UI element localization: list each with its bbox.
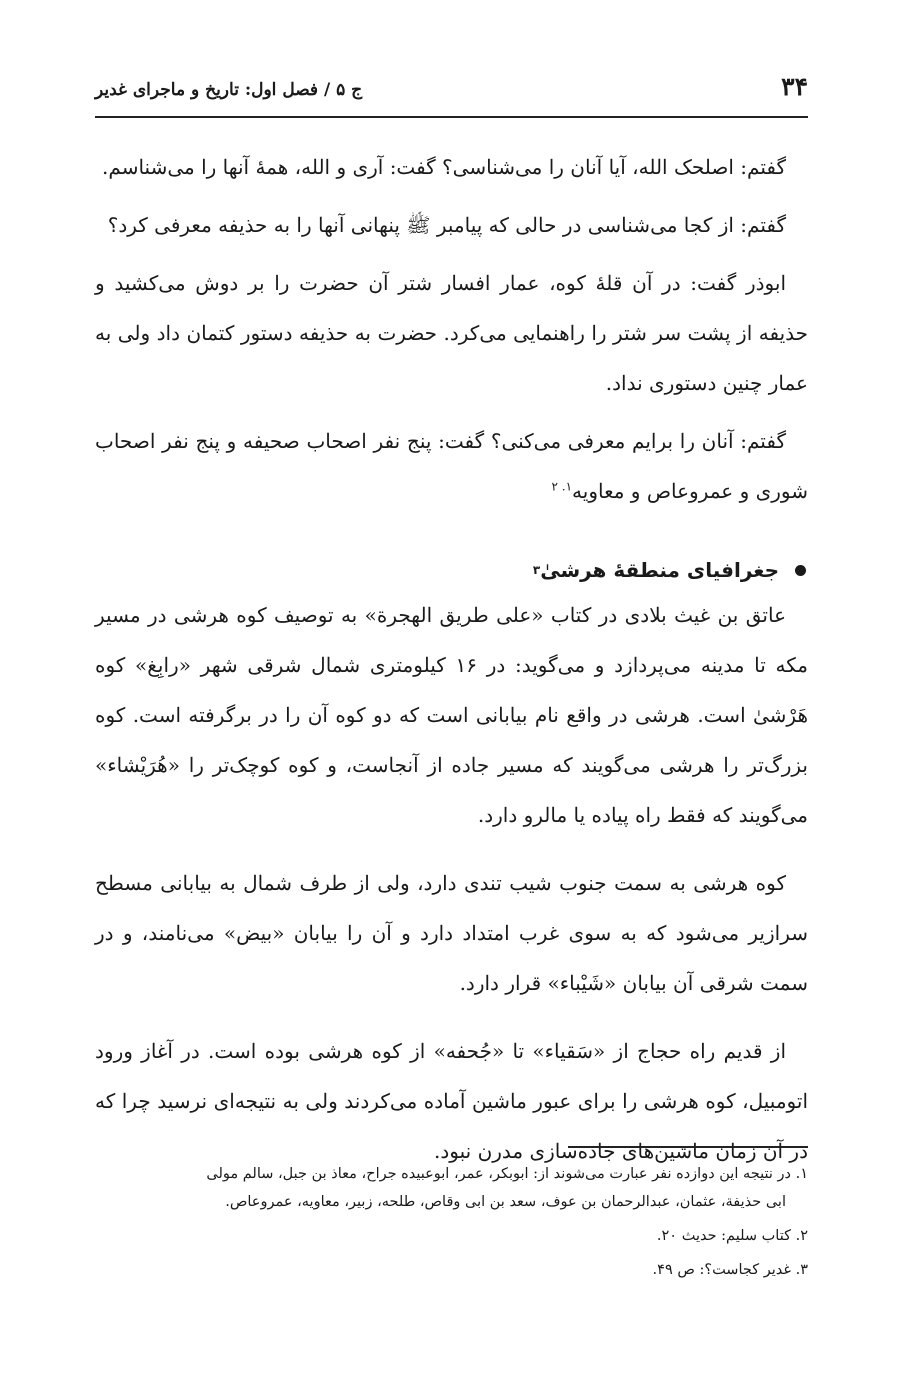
paragraph: عاتق بن غیث بلادی در کتاب «علی طریق الهجرة» به توصیف کوه هرشی در مسیر مکه تا مدینه می‌پردازد و می‌گوید: در ۱۶ کیلومتری شمال شرقی شهر «رابِغ» کوه هَرْشیٰ است. هرشی در واقع نام بیابانی است که دو کوه آن را در برگرفته است. کوه بزرگ‌تر را هرشی می‌گویند که مسیر جاده از آنجاست، و کوه کوچک‌تر را «هُرَیْشاء» می‌گویند که فقط راه پیاده یا مالرو دارد. bbox=[95, 603, 808, 827]
bullet-icon bbox=[795, 565, 806, 576]
footnote-line: ۱. در نتیجه این دوازده نفر عبارت می‌شوند از: ابوبکر، عمر، ابوعبیده جراح، معاذ بن جبل، سالم مولی bbox=[206, 1166, 808, 1182]
book-page bbox=[95, 0, 808, 1390]
footnote: ۲. کتاب سلیم: حدیث ۲۰. bbox=[656, 1228, 808, 1244]
footnote: ۳. غدیر کجاست؟: ص ۴۹. bbox=[652, 1262, 808, 1278]
footnotes bbox=[95, 1160, 808, 1290]
section-heading-text: جغرافیای منطقهٔ هرشیٰ bbox=[540, 558, 779, 582]
paragraph bbox=[95, 416, 808, 516]
paragraph: گفتم: از کجا می‌شناسی در حالی که پیامبر ﷺ پنهانی آنها را به حذیفه معرفی کرد؟ bbox=[107, 213, 786, 237]
paragraph: از قدیم راه حجاج از «سَقیاء» تا «جُحفه» از کوه هرشی بوده است. در آغاز ورود اتومبیل، کوه هرشی را برای عبور ماشین آماده می‌کردند ولی به نتیجه‌ای نرسید چرا که در آن زمان ماشین‌های جاده‌سازی مدرن نبود. bbox=[95, 1039, 808, 1163]
page-number: ۳۴ bbox=[781, 72, 808, 101]
header-rule bbox=[95, 116, 808, 118]
footnote-refs: ۱. ۲ bbox=[551, 479, 573, 494]
section-heading: جغرافیای منطقهٔ هرشیٰ ۳ bbox=[95, 550, 808, 590]
paragraph: گفتم: اصلحک الله، آیا آنان را می‌شناسی؟ گفت: آری و الله، همهٔ آنها را می‌شناسم. bbox=[102, 155, 786, 179]
footnote bbox=[95, 1160, 808, 1216]
paragraph-text: گفتم: آنان را برایم معرفی می‌کنی؟ گفت: پنج نفر اصحاب صحیفه و پنج نفر اصحاب شوری و عمروعاص و معاویه bbox=[95, 429, 808, 503]
footnote-line: ابی حذیفة، عثمان، عبدالرحمان بن عوف، سعد بن ابی وقاص، طلحه، زبیر، معاویه، عمروعاص. bbox=[225, 1194, 786, 1210]
page-header bbox=[95, 72, 808, 108]
main-text bbox=[95, 142, 808, 1176]
paragraph: کوه هرشی به سمت جنوب شیب تندی دارد، ولی از طرف شمال به بیابانی مسطح سرازیر می‌شود که به سوی غرب امتداد دارد و آن را بیابان «بیض» می‌نامند، و در سمت شرقی آن بیابان «شَیْباء» قرار دارد. bbox=[95, 871, 808, 995]
footnote-rule bbox=[568, 1146, 808, 1148]
paragraph: ابوذر گفت: در آن قلهٔ کوه، عمار افسار شتر آن حضرت را بر دوش می‌کشید و حذیفه از پشت سر شتر را راهنمایی می‌کرد. حضرت به حذیفه دستور کتمان داد ولی به عمار چنین دستوری نداد. bbox=[95, 271, 808, 395]
running-title: ج ۵ / فصل اول: تاریخ و ماجرای غدیر bbox=[95, 80, 363, 100]
geography-section bbox=[95, 550, 808, 1176]
